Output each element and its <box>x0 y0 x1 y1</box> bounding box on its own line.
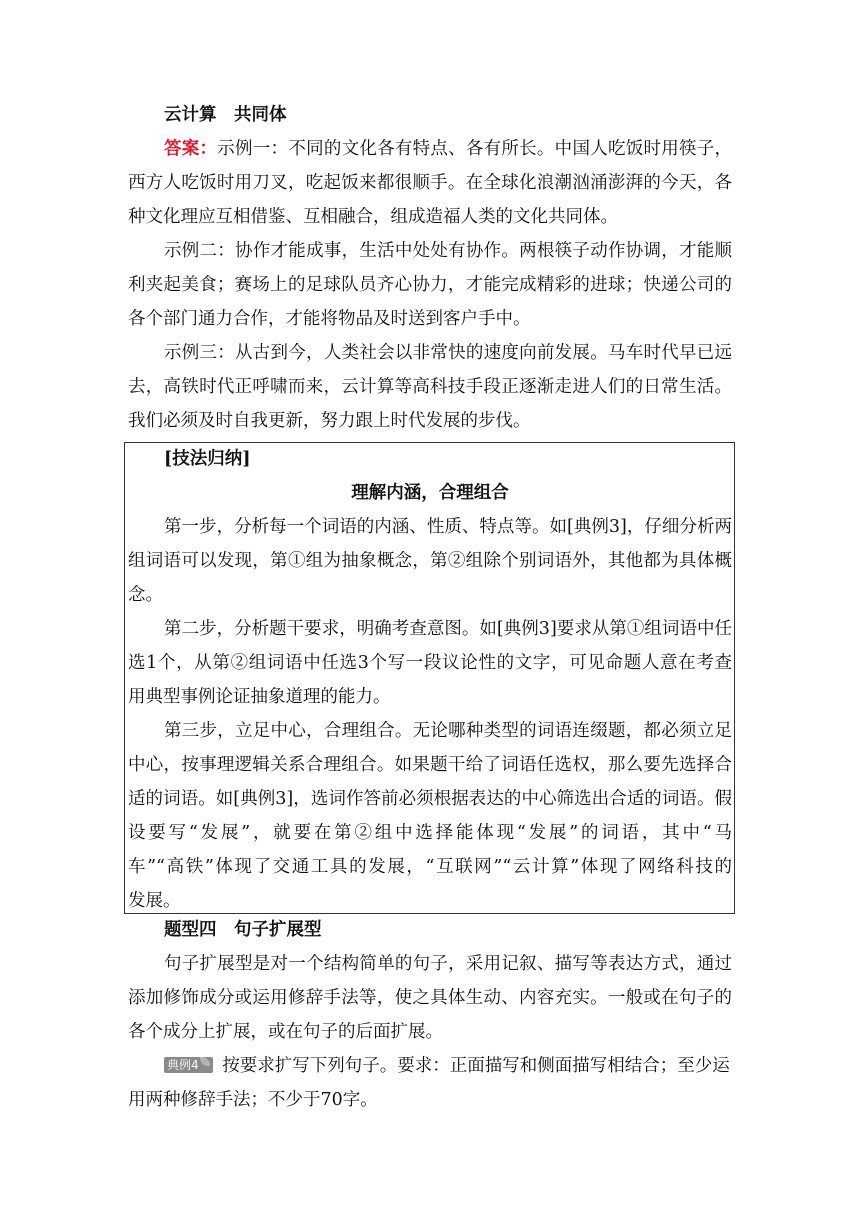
answer-line: 西方人吃饭时用刀叉，吃起饭来都很顺手。在全球化浪潮汹涌澎湃的今天，各 <box>128 173 732 193</box>
answer-line: 我们必须及时自我更新，努力跟上时代发展的步伐。 <box>128 411 531 431</box>
box-line: 选1个，从第②组词语中任选3个写一段议论性的文字，可见命题人意在考查 <box>128 653 732 673</box>
section-intro-line: 添加修饰成分或运用修辞手法等，使之具体生动、内容充实。一般或在句子的 <box>128 988 732 1008</box>
answer-line: 利夹起美食；赛场上的足球队员齐心协力，才能完成精彩的进球；快递公司的 <box>128 275 732 295</box>
answer-text: 示例一：不同的文化各有特点、各有所长。中国人吃饭时用筷子， <box>217 139 733 159</box>
section-title: 题型四 句子扩展型 <box>164 920 322 940</box>
box-line: 第一步，分析每一个词语的内涵、性质、特点等。如[典例3]，仔细分析两 <box>164 517 732 537</box>
answer-line: 去，高铁时代正呼啸而来，云计算等高科技手段正逐渐走进人们的日常生活。 <box>128 377 732 397</box>
top-line: 云计算 共同体 <box>164 105 287 125</box>
box-line: 组词语可以发现，第①组为抽象概念，第②组除个别词语外，其他都为具体概 <box>128 551 732 571</box>
example-line: 用两种修辞手法；不少于70字。 <box>128 1090 378 1110</box>
box-line: 车”“高铁”体现了交通工具的发展，“互联网”“云计算”体现了网络科技的 <box>128 857 732 877</box>
box-title: 理解内涵，合理组合 <box>351 483 509 503</box>
answer-line: 种文化理应互相借鉴、互相融合，组成造福人类的文化共同体。 <box>128 207 618 227</box>
example-badge <box>164 1057 213 1073</box>
example-text: 按要求扩写下列句子。要求：正面描写和侧面描写相结合；至少运 <box>222 1056 730 1076</box>
box-line: 念。 <box>128 585 163 605</box>
box-line: 第二步，分析题干要求，明确考查意图。如[典例3]要求从第①组词语中任 <box>164 619 732 639</box>
box-line: 设要写“发展”，就要在第②组中选择能体现“发展”的词语，其中“马 <box>128 823 732 843</box>
box-line: 中心，按事理逻辑关系合理组合。如果题干给了词语任选权，那么要先选择合 <box>128 755 732 775</box>
answer-line: 示例二：协作才能成事，生活中处处有协作。两根筷子动作协调，才能顺 <box>164 241 732 261</box>
leaf-icon <box>200 1057 210 1066</box>
section-intro-line: 句子扩展型是对一个结构简单的句子，采用记叙、描写等表达方式，通过 <box>164 954 732 974</box>
answer-line: 各个部门通力合作，才能将物品及时送到客户手中。 <box>128 309 531 329</box>
example-line <box>164 1049 732 1083</box>
box-line: 第三步，立足中心，合理组合。无论哪种类型的词语连缀题，都必须立足 <box>164 721 732 741</box>
answer-line <box>164 132 732 166</box>
box-line: 适的词语。如[典例3]，选词作答前必须根据表达的中心筛选出合适的词语。假 <box>128 789 732 809</box>
box-line: 发展。 <box>128 891 181 911</box>
answer-line: 示例三：从古到今，人类社会以非常快的速度向前发展。马车时代早已远 <box>164 343 732 363</box>
section-intro-line: 各个成分上扩展，或在句子的后面扩展。 <box>128 1022 443 1042</box>
box-label: [技法归纳] <box>164 449 251 469</box>
box-line: 用典型事例论证抽象道理的能力。 <box>128 687 391 707</box>
answer-label: 答案： <box>164 139 218 159</box>
example-badge-label: 典例4 <box>167 1058 199 1072</box>
